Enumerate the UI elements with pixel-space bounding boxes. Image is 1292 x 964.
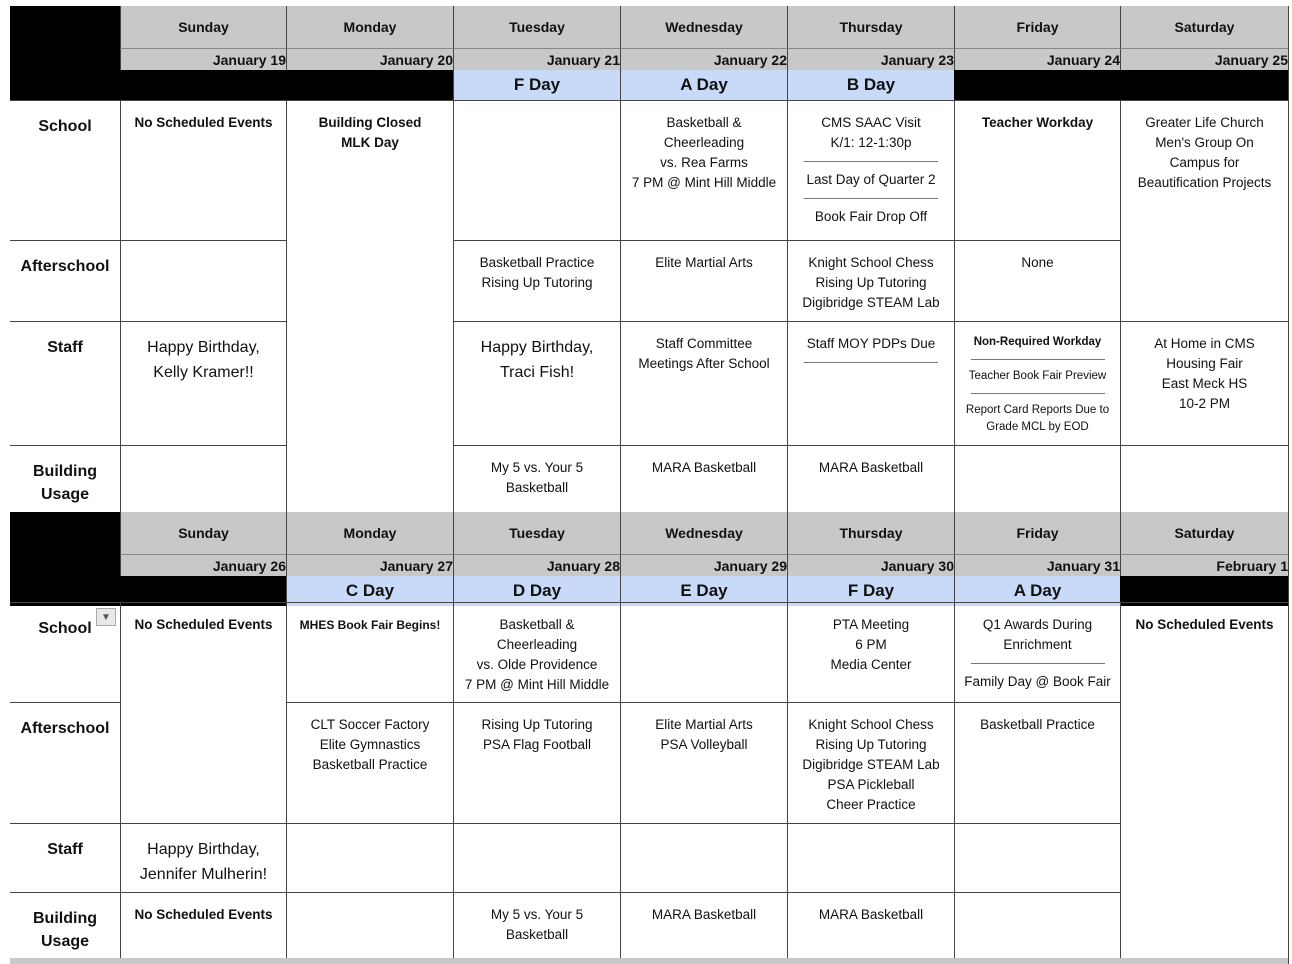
cell-separator	[971, 393, 1105, 394]
cell-line: Basketball &	[499, 617, 575, 632]
date-fri: January 24	[954, 48, 1120, 70]
cell-text: MLK Day	[341, 135, 399, 150]
w2-after-wed	[620, 702, 787, 823]
date-sat: February 1	[1120, 554, 1288, 576]
date-mon: January 20	[286, 48, 453, 70]
cell-line: Kelly Kramer!!	[153, 364, 254, 381]
cell-line: Basketball	[505, 927, 569, 942]
cell-line: Basketball	[505, 480, 569, 495]
day-name-wed: Wednesday	[620, 512, 787, 554]
date-mon: January 27	[286, 554, 453, 576]
w2-build-tue	[453, 892, 620, 964]
w2-build-fri	[954, 892, 1120, 964]
cell-line: East Meck HS	[1161, 376, 1248, 391]
cell-line: Digibridge STEAM Lab	[802, 295, 940, 310]
cell-line: PTA Meeting	[832, 617, 910, 632]
header-corner-block	[10, 512, 120, 606]
cell-text: MARA Basketball	[651, 907, 757, 922]
w2-build-thu	[787, 892, 954, 964]
cell-text: No Scheduled Events	[1135, 617, 1274, 632]
cell-line: PSA Pickleball	[827, 777, 915, 792]
cell-line: Cheerleading	[663, 135, 745, 150]
row-label-staff: Staff	[10, 823, 120, 892]
cell-text: Non-Required Workday	[973, 336, 1102, 348]
w2-school-tue	[453, 602, 620, 702]
day-type-tue: F Day	[453, 70, 620, 100]
cell-text: Elite Martial Arts	[655, 255, 753, 270]
day-type-wed: A Day	[620, 70, 787, 100]
row-label-school: School	[10, 602, 120, 702]
cell-text: Last Day of Quarter 2	[806, 172, 936, 187]
cell-line: At Home in CMS	[1154, 336, 1255, 351]
w1-build-wed	[620, 445, 787, 512]
cell-line: Cheerleading	[496, 637, 578, 652]
cell-text: Basketball Practice	[980, 717, 1095, 732]
w1-school-sat	[1120, 100, 1288, 321]
cell-line: Men's Group On	[1155, 135, 1254, 150]
cell-line: Beautification Projects	[1137, 175, 1272, 190]
w2-school-thu	[787, 602, 954, 702]
cell-line: Happy Birthday,	[147, 339, 260, 356]
w1-build-tue	[453, 445, 620, 512]
w1-monday-merged	[286, 100, 453, 512]
cell-line: Rising Up Tutoring	[481, 717, 593, 732]
w1-build-sat	[1120, 445, 1288, 512]
w2-school-fri	[954, 602, 1120, 702]
cell-separator	[804, 362, 938, 363]
w1-after-thu	[787, 240, 954, 321]
cell-line: Happy Birthday,	[480, 339, 594, 356]
cell-text: MARA Basketball	[818, 460, 924, 475]
grid-right-border	[1288, 6, 1289, 964]
cell-line: PSA Volleyball	[660, 737, 748, 752]
date-fri: January 31	[954, 554, 1120, 576]
cell-line: Digibridge STEAM Lab	[802, 757, 940, 772]
cell-line: Campus for	[1169, 155, 1240, 170]
date-wed: January 29	[620, 554, 787, 576]
cell-text: Building Closed	[318, 115, 422, 130]
day-name-fri: Friday	[954, 6, 1120, 48]
w2-build-wed	[620, 892, 787, 964]
cell-line: Rising Up Tutoring	[481, 275, 593, 290]
w2-staff-fri	[954, 823, 1120, 892]
next-week-strip	[10, 958, 1288, 964]
cell-separator	[971, 359, 1105, 360]
cell-line: Cheer Practice	[826, 797, 916, 812]
cell-line: Basketball Practice	[312, 757, 428, 772]
cell-separator	[804, 161, 938, 162]
w2-staff-sun	[120, 823, 286, 892]
w1-staff-sun	[120, 321, 286, 445]
day-name-sun: Sunday	[120, 512, 286, 554]
w1-build-sun	[120, 445, 286, 512]
w1-staff-tue	[453, 321, 620, 445]
w2-school-mon	[286, 602, 453, 702]
date-wed: January 22	[620, 48, 787, 70]
day-name-fri: Friday	[954, 512, 1120, 554]
w1-staff-wed	[620, 321, 787, 445]
cell-text: Family Day @ Book Fair	[964, 674, 1111, 689]
cell-line: vs. Olde Providence	[476, 657, 598, 672]
day-type-tue: D Day	[453, 576, 620, 606]
w1-after-wed	[620, 240, 787, 321]
calendar-grid	[10, 6, 1288, 964]
cell-line: 7 PM @ Mint Hill Middle	[464, 677, 610, 692]
row-label-building-usage: Building Usage	[10, 892, 120, 964]
w1-staff-fri	[954, 321, 1120, 445]
day-type-mon: C Day	[286, 576, 453, 606]
date-thu: January 23	[787, 48, 954, 70]
cell-line: K/1: 12-1:30p	[830, 135, 912, 150]
day-type-wed: E Day	[620, 576, 787, 606]
w2-school-sun	[120, 602, 286, 823]
row-label-afterschool: Afterschool	[10, 240, 120, 321]
cell-line: Enrichment	[1003, 637, 1072, 652]
day-type-thu: F Day	[787, 576, 954, 606]
w2-after-thu	[787, 702, 954, 823]
row-label-building-usage: Building Usage	[10, 445, 120, 512]
w2-staff-wed	[620, 823, 787, 892]
cell-line: Rising Up Tutoring	[815, 737, 927, 752]
cell-line: Meetings After School	[638, 356, 770, 371]
w2-staff-mon	[286, 823, 453, 892]
day-type-fri: A Day	[954, 576, 1120, 606]
cell-line: Report Card Reports Due to	[965, 404, 1110, 416]
w2-after-fri	[954, 702, 1120, 823]
date-sun: January 26	[120, 554, 286, 576]
cell-separator	[971, 663, 1105, 664]
cell-line: Media Center	[830, 657, 912, 672]
day-name-wed: Wednesday	[620, 6, 787, 48]
w2-school-wed	[620, 602, 787, 702]
day-name-thu: Thursday	[787, 6, 954, 48]
day-type-empty-sun	[120, 70, 286, 100]
cell-text: No Scheduled Events	[134, 907, 273, 922]
day-name-tue: Tuesday	[453, 6, 620, 48]
cell-line: PSA Flag Football	[482, 737, 592, 752]
cell-line: Jennifer Mulherin!	[139, 866, 268, 883]
chevron-down-icon[interactable]: ▼	[96, 608, 116, 626]
cell-line: Grade MCL by EOD	[986, 421, 1089, 433]
day-name-sat: Saturday	[1120, 512, 1288, 554]
cell-text: No Scheduled Events	[134, 115, 273, 130]
header-corner-block	[10, 6, 120, 100]
w1-after-sun	[120, 240, 286, 321]
cell-line: Rising Up Tutoring	[815, 275, 927, 290]
w1-staff-sat	[1120, 321, 1288, 445]
cell-line: 7 PM @ Mint Hill Middle	[631, 175, 777, 190]
w2-build-mon	[286, 892, 453, 964]
cell-text: Teacher Book Fair Preview	[968, 370, 1107, 382]
cell-text: No Scheduled Events	[134, 617, 273, 632]
cell-line: Elite Gymnastics	[319, 737, 421, 752]
cell-line: 6 PM	[855, 637, 887, 652]
cell-line: Basketball Practice	[479, 255, 595, 270]
cell-line: Q1 Awards During	[982, 617, 1093, 632]
w1-school-thu	[787, 100, 954, 240]
cell-text: None	[1021, 255, 1054, 270]
day-type-thu: B Day	[787, 70, 954, 100]
w2-school-sat	[1120, 602, 1288, 964]
w1-build-thu	[787, 445, 954, 512]
date-tue: January 28	[453, 554, 620, 576]
date-thu: January 30	[787, 554, 954, 576]
day-name-mon: Monday	[286, 512, 453, 554]
cell-text: MHES Book Fair Begins!	[299, 618, 441, 632]
day-name-tue: Tuesday	[453, 512, 620, 554]
date-sat: January 25	[1120, 48, 1288, 70]
cell-line: Knight School Chess	[808, 717, 934, 732]
cell-line: My 5 vs. Your 5	[490, 907, 584, 922]
w1-after-tue	[453, 240, 620, 321]
cell-line: Greater Life Church	[1145, 115, 1264, 130]
cell-line: CMS SAAC Visit	[821, 115, 921, 130]
w1-staff-thu	[787, 321, 954, 445]
w2-staff-tue	[453, 823, 620, 892]
cell-line: Basketball &	[666, 115, 742, 130]
w2-staff-thu	[787, 823, 954, 892]
row-label-staff: Staff	[10, 321, 120, 445]
cell-line: Happy Birthday,	[147, 841, 260, 858]
cell-line: My 5 vs. Your 5	[490, 460, 584, 475]
day-name-sun: Sunday	[120, 6, 286, 48]
cell-separator	[804, 198, 938, 199]
cell-line: CLT Soccer Factory	[310, 717, 430, 732]
w1-school-sun	[120, 100, 286, 240]
w1-build-fri	[954, 445, 1120, 512]
cell-text: Book Fair Drop Off	[814, 209, 928, 224]
w2-after-tue	[453, 702, 620, 823]
cell-text: MARA Basketball	[651, 460, 757, 475]
w1-school-tue	[453, 100, 620, 240]
cell-line: Traci Fish!	[499, 364, 575, 381]
cell-line: 10-2 PM	[1178, 396, 1231, 411]
cell-line: Housing Fair	[1166, 356, 1243, 371]
cell-line: Staff Committee	[655, 336, 753, 351]
day-type-empty-sat	[1120, 70, 1288, 100]
w1-after-fri	[954, 240, 1120, 321]
row-label-school: School	[10, 100, 120, 240]
date-tue: January 21	[453, 48, 620, 70]
day-type-empty-fri	[954, 70, 1120, 100]
day-name-mon: Monday	[286, 6, 453, 48]
cell-text: Staff MOY PDPs Due	[806, 336, 936, 351]
cell-text: Teacher Workday	[981, 115, 1094, 130]
w1-school-fri	[954, 100, 1120, 240]
date-sun: January 19	[120, 48, 286, 70]
row-label-afterschool: Afterschool	[10, 702, 120, 823]
day-type-empty-mon	[286, 70, 453, 100]
cell-line: Knight School Chess	[808, 255, 934, 270]
day-name-thu: Thursday	[787, 512, 954, 554]
cell-text: MARA Basketball	[818, 907, 924, 922]
w2-build-sun	[120, 892, 286, 964]
cell-line: vs. Rea Farms	[660, 155, 748, 170]
day-name-sat: Saturday	[1120, 6, 1288, 48]
w2-after-mon	[286, 702, 453, 823]
w1-school-wed	[620, 100, 787, 240]
cell-line: Elite Martial Arts	[655, 717, 753, 732]
